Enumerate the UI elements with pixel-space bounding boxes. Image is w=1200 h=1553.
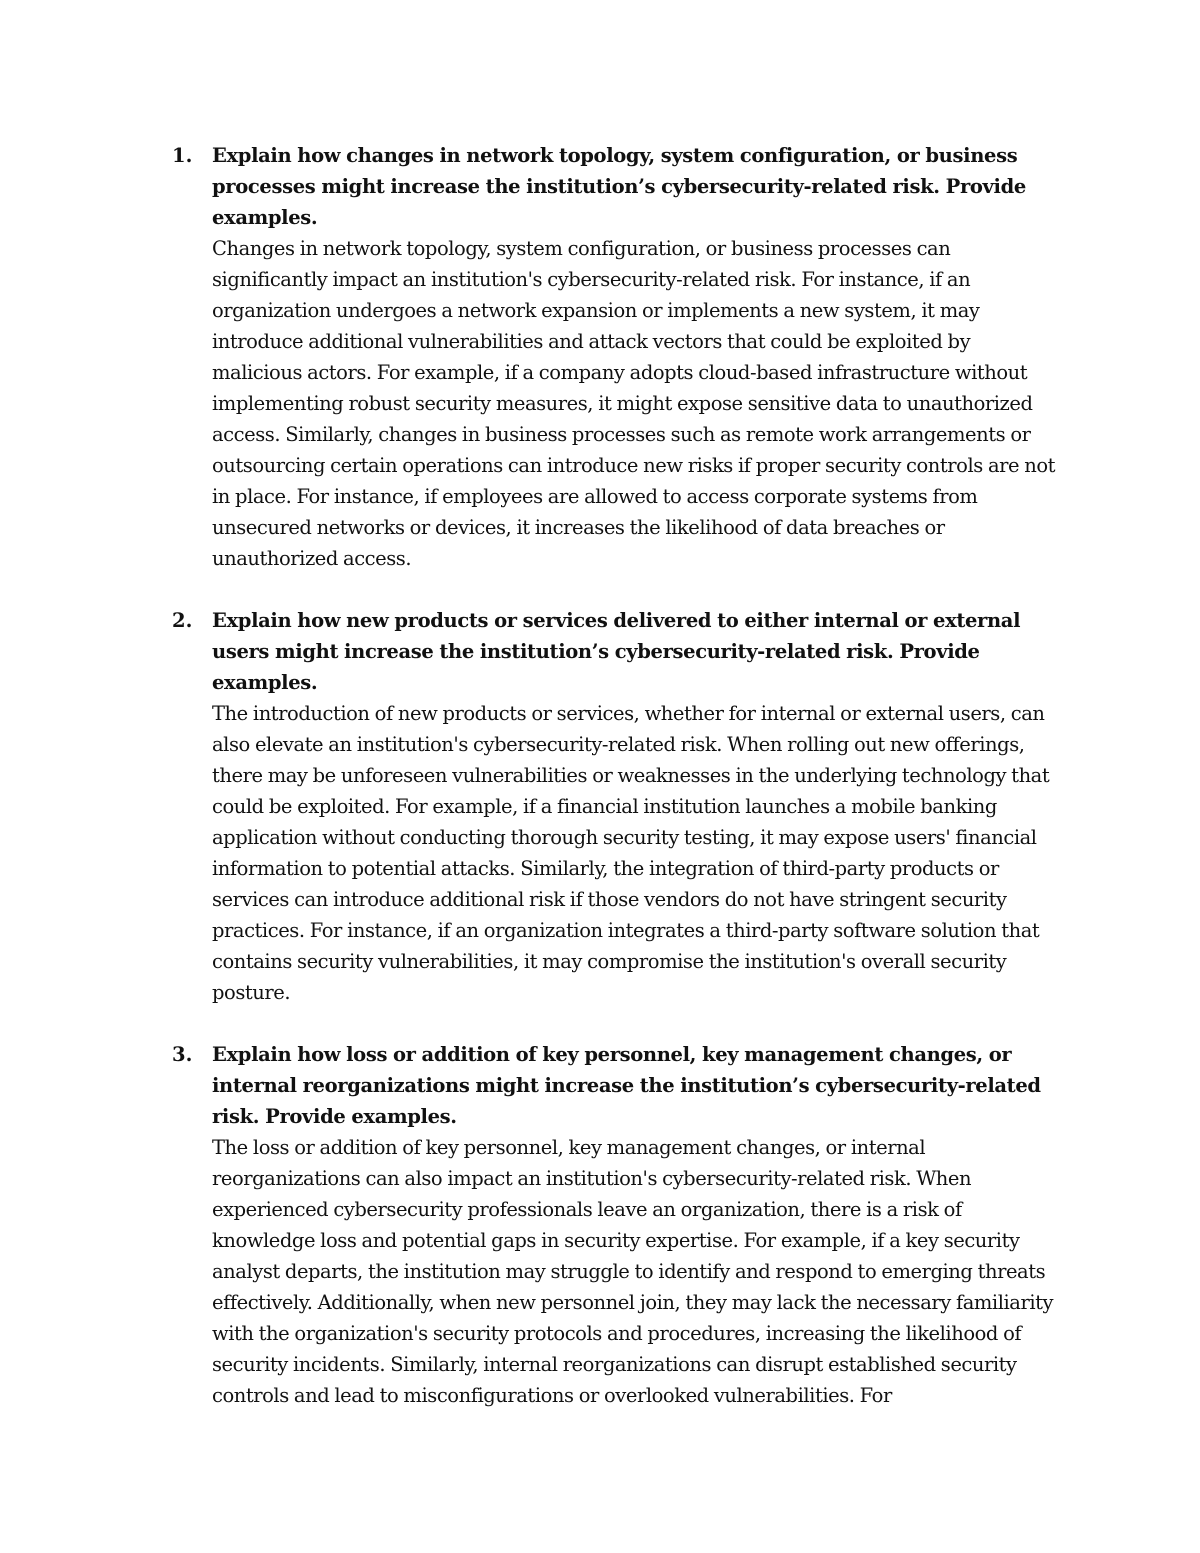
question-item-2	[170, 605, 1060, 1008]
answer-text: The loss or addition of key personnel, key management changes, or internal reorganizations can also impact an institution's cybersecurity-related risk. When experienced cybersecurity professionals leave an organization, there is a risk of knowledge loss and potential gaps in security expertise. For example, if a key security analyst departs, the institution may struggle to identify and respond to emerging threats effectively. Additionally, when new personnel join, they may lack the necessary familiarity with the organization's security protocols and procedures, increasing the likelihood of security incidents. Similarly, internal reorganizations can disrupt established security controls and lead to misconfigurations or overlooked vulnerabilities. For	[212, 1136, 1054, 1407]
question-item-1	[170, 140, 1060, 574]
question-text: Explain how changes in network topology, system configuration, or business processes might increase the institution’s cybersecurity-related risk. Provide examples.	[212, 144, 1026, 229]
question-item-3	[170, 1039, 1060, 1411]
item-number: 2.	[172, 609, 193, 632]
question-text: Explain how loss or addition of key personnel, key management changes, or internal reorganizations might increase the institution’s cybersecurity-related risk. Provide examples.	[212, 1043, 1041, 1128]
item-number: 1.	[172, 144, 193, 167]
question-text: Explain how new products or services delivered to either internal or external users might increase the institution’s cybersecurity-related risk. Provide examples.	[212, 609, 1021, 694]
item-number: 3.	[172, 1043, 193, 1066]
answer-text: The introduction of new products or services, whether for internal or external users, can also elevate an institution's cybersecurity-related risk. When rolling out new offerings, there may be unforeseen vulnerabilities or weaknesses in the underlying technology that could be exploited. For example, if a financial institution launches a mobile banking application without conducting thorough security testing, it may expose users' financial information to potential attacks. Similarly, the integration of third-party products or services can introduce additional risk if those vendors do not have stringent security practices. For instance, if an organization integrates a third-party software solution that contains security vulnerabilities, it may compromise the institution's overall security posture.	[212, 702, 1050, 1004]
answer-text: Changes in network topology, system configuration, or business processes can significantly impact an institution's cybersecurity-related risk. For instance, if an organization undergoes a network expansion or implements a new system, it may introduce additional vulnerabilities and attack vectors that could be exploited by malicious actors. For example, if a company adopts cloud-based infrastructure without implementing robust security measures, it might expose sensitive data to unauthorized access. Similarly, changes in business processes such as remote work arrangements or outsourcing certain operations can introduce new risks if proper security controls are not in place. For instance, if employees are allowed to access corporate systems from unsecured networks or devices, it increases the likelihood of data breaches or unauthorized access.	[212, 237, 1056, 570]
question-list	[170, 140, 1060, 1442]
